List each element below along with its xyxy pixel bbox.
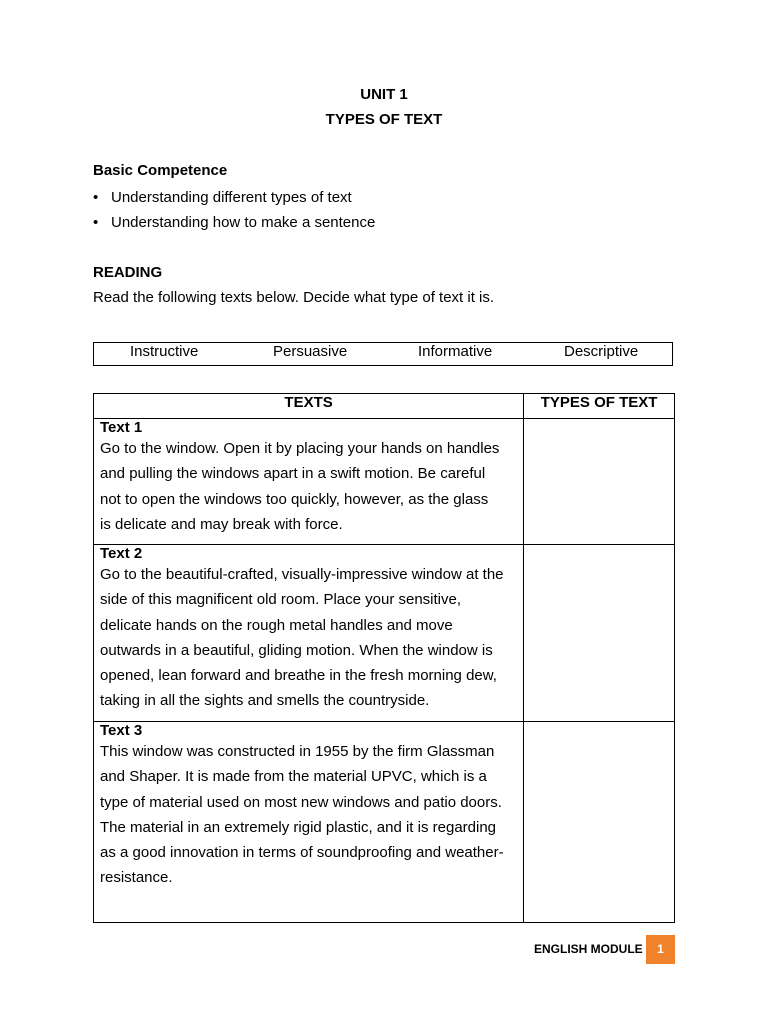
- text-line: Go to the window. Open it by placing your hands on handles: [100, 440, 500, 457]
- option-label: Informative: [418, 343, 493, 360]
- footer-module-label: ENGLISH MODULE: [534, 942, 643, 956]
- page-title: TYPES OF TEXT: [325, 111, 443, 128]
- column-header: TYPES OF TEXT: [524, 394, 675, 419]
- text-line: type of material used on most new windows and patio doors.: [100, 793, 502, 811]
- answer-cell[interactable]: [524, 545, 675, 722]
- table-row: [94, 419, 675, 545]
- option-label: Persuasive: [273, 343, 348, 360]
- text-line: opened, lean forward and breathe in the fresh morning dew,: [100, 667, 497, 685]
- text-label: Text 3: [100, 722, 143, 739]
- bullet-icon: •: [93, 214, 99, 231]
- reading-instruction: Read the following texts below. Decide what type of text it is.: [93, 289, 495, 306]
- answer-cell[interactable]: [524, 419, 675, 545]
- text-line: taking in all the sights and smells the countryside.: [100, 692, 430, 710]
- text-label: Text 2: [100, 545, 143, 562]
- text-type-options: [93, 342, 673, 366]
- text-line: not to open the windows too quickly, however, as the glass: [100, 490, 489, 508]
- text-line: and pulling the windows apart in a swift motion. Be careful: [100, 465, 486, 483]
- option-label: Instructive: [130, 343, 199, 360]
- text-line: side of this magnificent old room. Place your sensitive,: [100, 591, 462, 609]
- unit-label: UNIT 1: [360, 86, 408, 103]
- text-line: outwards in a beautiful, gliding motion. When the window is: [100, 641, 493, 659]
- reading-heading: READING: [93, 264, 163, 281]
- table-row: [94, 722, 675, 923]
- text-line: resistance.: [100, 869, 173, 887]
- text-cell: [94, 545, 524, 722]
- table-row: [94, 545, 675, 722]
- option-label: Descriptive: [564, 343, 639, 360]
- page-number: 1: [646, 935, 675, 964]
- text-line: Go to the beautiful-crafted, visually-impressive window at the: [100, 566, 504, 583]
- competence-heading: Basic Competence: [93, 162, 228, 179]
- text-cell: [94, 722, 524, 923]
- text-line: is delicate and may break with force.: [100, 515, 343, 533]
- texts-table: [93, 393, 675, 923]
- text-label: Text 1: [100, 419, 143, 436]
- column-header: TEXTS: [94, 394, 524, 419]
- text-cell: [94, 419, 524, 545]
- text-line: This window was constructed in 1955 by the firm Glassman: [100, 743, 495, 760]
- text-line: as a good innovation in terms of soundproofing and weather-: [100, 844, 504, 862]
- bullet-icon: •: [93, 189, 99, 206]
- text-line: The material in an extremely rigid plastic, and it is regarding: [100, 818, 497, 836]
- answer-cell[interactable]: [524, 722, 675, 923]
- text-line: and Shaper. It is made from the material UPVC, which is a: [100, 768, 487, 786]
- text-line: delicate hands on the rough metal handles and move: [100, 616, 453, 634]
